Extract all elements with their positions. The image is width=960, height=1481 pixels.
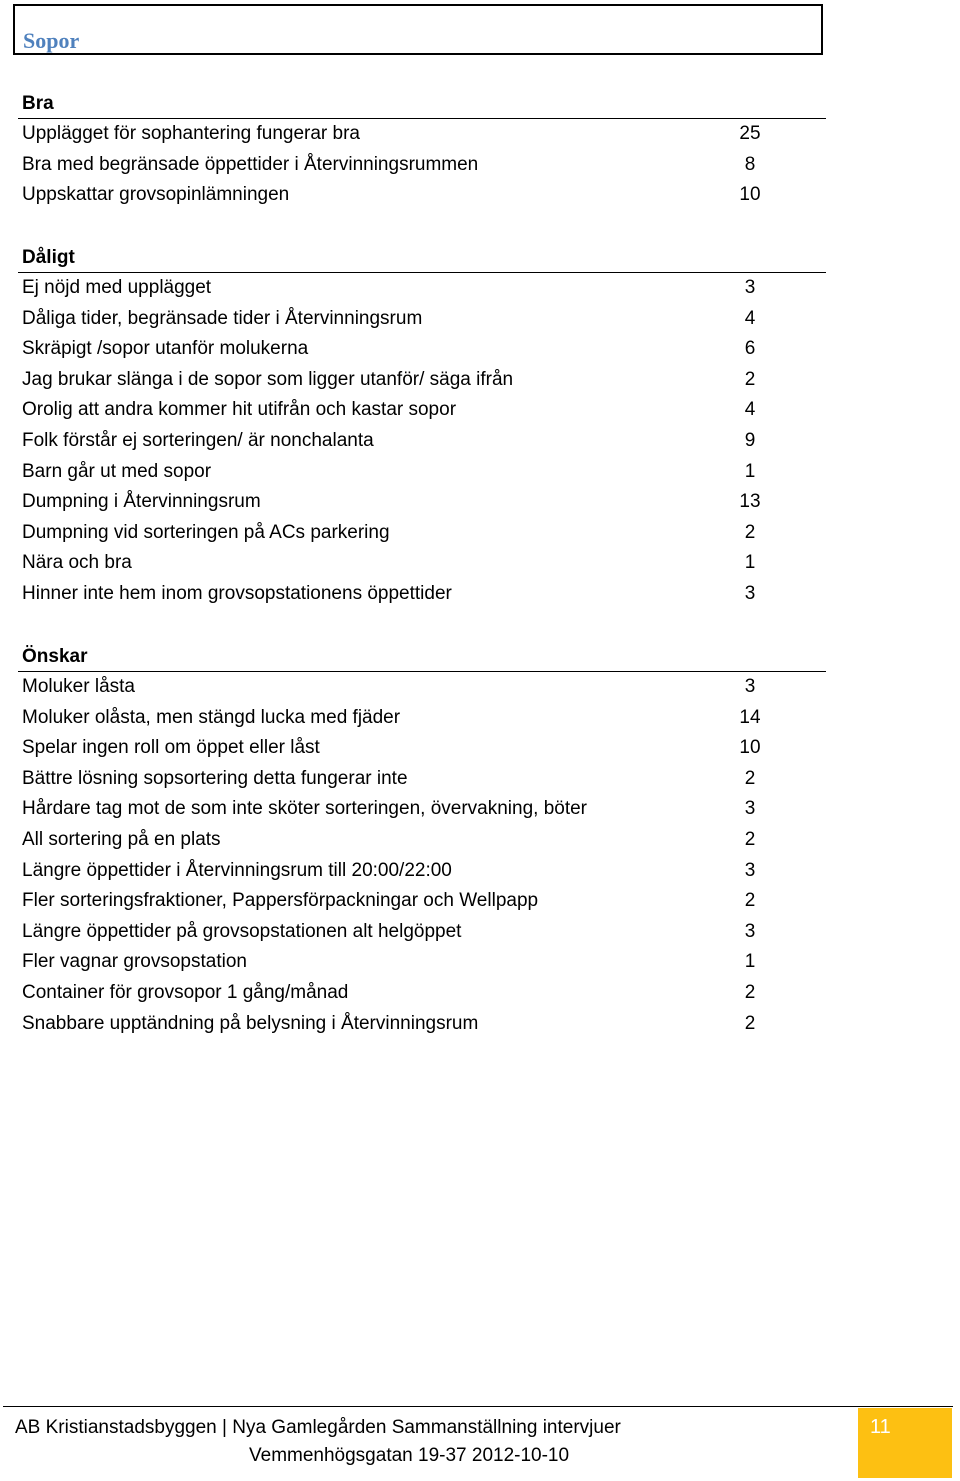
item-count: 3 xyxy=(744,859,756,881)
item-label: Snabbare upptändning på belysning i Återvinningsrum xyxy=(22,1012,479,1034)
list-item xyxy=(22,672,826,703)
item-count: 3 xyxy=(744,676,756,697)
item-label: Bättre lösning sopsortering detta fungerar inte xyxy=(22,767,408,789)
item-count: 13 xyxy=(739,491,761,513)
list-item xyxy=(22,579,826,610)
footer xyxy=(15,1414,855,1470)
item-count: 6 xyxy=(744,338,756,360)
item-label: Moluker olåsta, men stängd lucka med fjäder xyxy=(22,706,401,728)
section-rows xyxy=(22,119,826,211)
title-box xyxy=(13,4,823,55)
list-item xyxy=(22,703,826,734)
item-label: Moluker låsta xyxy=(22,676,135,697)
item-count: 2 xyxy=(744,981,756,1003)
list-item xyxy=(22,825,826,856)
item-label: Dumpning i Återvinningsrum xyxy=(22,491,261,513)
list-item xyxy=(22,1009,826,1040)
item-count: 25 xyxy=(739,123,761,144)
item-count: 1 xyxy=(744,460,756,482)
item-count: 1 xyxy=(744,951,756,973)
list-item xyxy=(22,947,826,978)
item-label: Jag brukar slänga i de sopor som ligger utanför/ säga ifrån xyxy=(22,368,514,390)
section-heading: Önskar xyxy=(22,646,88,667)
list-item xyxy=(22,150,826,181)
section-bra xyxy=(22,90,826,211)
list-item xyxy=(22,733,826,764)
list-item xyxy=(22,794,826,825)
item-count: 2 xyxy=(744,521,756,543)
list-item xyxy=(22,487,826,518)
item-label: Fler vagnar grovsopstation xyxy=(22,951,247,973)
item-count: 1 xyxy=(744,552,756,574)
item-label: Bra med begränsade öppettider i Återvinningsrummen xyxy=(22,153,479,175)
item-count: 3 xyxy=(744,582,756,604)
item-label: Container för grovsopor 1 gång/månad xyxy=(22,981,349,1003)
section-onskar xyxy=(22,643,826,1039)
list-item xyxy=(22,334,826,365)
item-count: 9 xyxy=(744,429,756,451)
list-item xyxy=(22,886,826,917)
item-label: Uppskattar grovsopinlämningen xyxy=(22,184,290,206)
item-label: Dåliga tider, begränsade tider i Återvinningsrum xyxy=(22,307,423,329)
item-label: Ej nöjd med upplägget xyxy=(22,277,212,298)
page-number-box xyxy=(858,1408,952,1478)
list-item xyxy=(22,365,826,396)
item-label: Längre öppettider i Återvinningsrum till 20:00/22:00 xyxy=(22,859,452,881)
section-rows xyxy=(22,672,826,1039)
item-label: Spelar ingen roll om öppet eller låst xyxy=(22,737,320,759)
item-label: Dumpning vid sorteringen på ACs parkering xyxy=(22,521,390,543)
item-count: 4 xyxy=(744,307,756,329)
footer-line-1: AB Kristianstadsbyggen | Nya Gamlegården Sammanställning intervjuer xyxy=(15,1417,621,1438)
section-heading: Bra xyxy=(22,93,54,114)
list-item xyxy=(22,180,826,211)
footer-divider xyxy=(3,1406,953,1407)
list-item xyxy=(22,395,826,426)
item-count: 10 xyxy=(739,737,761,759)
list-item xyxy=(22,764,826,795)
list-item xyxy=(22,304,826,335)
list-item xyxy=(22,426,826,457)
section-heading: Dåligt xyxy=(22,247,75,268)
footer-line-2: Vemmenhögsgatan 19-37 2012-10-10 xyxy=(249,1445,570,1466)
item-count: 3 xyxy=(744,920,756,942)
item-label: Nära och bra xyxy=(22,552,132,574)
page-title: Sopor xyxy=(23,28,80,53)
item-count: 8 xyxy=(744,153,756,175)
item-count: 14 xyxy=(739,706,761,728)
item-count: 3 xyxy=(744,277,756,298)
list-item xyxy=(22,548,826,579)
item-label: All sortering på en plats xyxy=(22,828,221,850)
list-item xyxy=(22,856,826,887)
item-count: 3 xyxy=(744,798,756,820)
page-number: 11 xyxy=(870,1416,891,1438)
item-label: Barn går ut med sopor xyxy=(22,460,212,482)
item-count: 2 xyxy=(744,890,756,912)
item-label: Längre öppettider på grovsopstationen alt helgöppet xyxy=(22,920,462,942)
item-label: Hårdare tag mot de som inte sköter sorteringen, övervakning, böter xyxy=(22,798,588,820)
list-item xyxy=(22,518,826,549)
list-item xyxy=(22,119,826,150)
item-count: 2 xyxy=(744,1012,756,1034)
item-count: 2 xyxy=(744,767,756,789)
list-item xyxy=(22,273,826,304)
item-count: 2 xyxy=(744,828,756,850)
item-count: 10 xyxy=(739,184,761,206)
item-label: Upplägget för sophantering fungerar bra xyxy=(22,123,361,144)
item-label: Skräpigt /sopor utanför molukerna xyxy=(22,338,309,360)
list-item xyxy=(22,457,826,488)
item-label: Hinner inte hem inom grovsopstationens öppettider xyxy=(22,582,452,604)
item-label: Fler sorteringsfraktioner, Pappersförpackningar och Wellpapp xyxy=(22,890,539,912)
item-count: 4 xyxy=(744,399,756,421)
item-label: Folk förstår ej sorteringen/ är nonchalanta xyxy=(22,429,374,451)
item-label: Orolig att andra kommer hit utifrån och kastar sopor xyxy=(22,399,457,421)
list-item xyxy=(22,917,826,948)
list-item xyxy=(22,978,826,1009)
section-daligt xyxy=(22,244,826,610)
item-count: 2 xyxy=(744,368,756,390)
section-rows xyxy=(22,273,826,610)
